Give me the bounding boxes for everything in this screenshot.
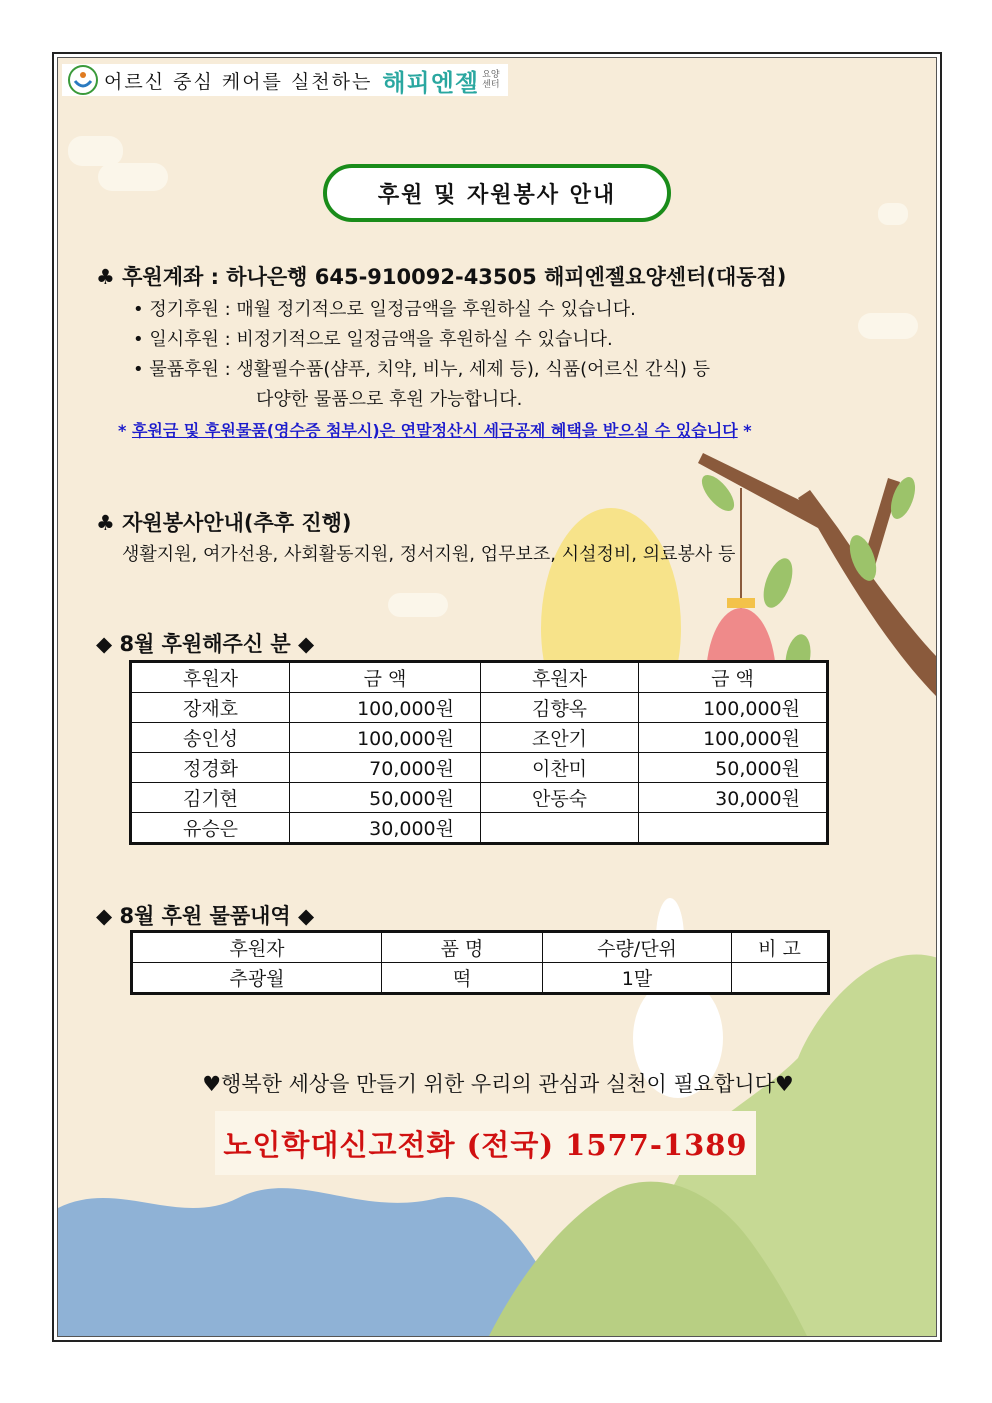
- col-quantity: 수량/단위: [543, 932, 732, 963]
- table-row: [131, 693, 828, 723]
- donor-amount: 100,000원: [290, 693, 481, 723]
- header-slogan: 어르신 중심 케어를 실천하는: [104, 70, 373, 93]
- header-bar: [62, 64, 508, 96]
- donor-name: 송인성: [131, 723, 290, 753]
- donor-name: 안동숙: [481, 783, 639, 813]
- donor-amount: 100,000원: [639, 723, 828, 753]
- goods-note: [732, 963, 829, 994]
- col-donor: 후원자: [132, 932, 382, 963]
- col-amount: 금 액: [290, 662, 481, 693]
- goods-table: [130, 930, 830, 995]
- donor-amount: 100,000원: [639, 693, 828, 723]
- brand-suffix-2: 센터: [482, 80, 500, 90]
- donor-name: [481, 813, 639, 844]
- donor-name: 이찬미: [481, 753, 639, 783]
- volunteer-heading: ♣ 자원봉사안내(추후 진행): [96, 511, 352, 535]
- donor-name: 조안기: [481, 723, 639, 753]
- donor-amount: 50,000원: [290, 783, 481, 813]
- brand-suffix: [482, 70, 499, 90]
- table-row: [131, 783, 828, 813]
- donation-account-heading: ♣ 후원계좌 : 하나은행 645-910092-43505 해피엔젤요양센터(대동점): [96, 265, 787, 289]
- donor-amount: 100,000원: [290, 723, 481, 753]
- table-row: [132, 963, 829, 994]
- donors-heading: ◆ 8월 후원해주신 분 ◆: [96, 632, 315, 656]
- donation-item-goods: • 물품후원 : 생활필수품(샴푸, 치약, 비누, 세제 등), 식품(어르신 간식) 등: [133, 359, 710, 380]
- col-note: 비 고: [732, 932, 829, 963]
- donors-table: [129, 660, 829, 845]
- page-border-inner: [57, 57, 937, 1337]
- goods-quantity: 1말: [543, 963, 732, 994]
- page-title: 후원 및 자원봉사 안내: [323, 164, 671, 222]
- donor-amount: 30,000원: [290, 813, 481, 844]
- table-row: [131, 753, 828, 783]
- notice-prefix: *: [118, 421, 132, 440]
- brand-suffix-1: 요양: [482, 70, 500, 80]
- table-row: [131, 723, 828, 753]
- col-amount: 금 액: [639, 662, 828, 693]
- goods-heading: ◆ 8월 후원 물품내역 ◆: [96, 904, 315, 928]
- table-header-row: [131, 662, 828, 693]
- col-item: 품 명: [382, 932, 543, 963]
- goods-donor: 추광월: [132, 963, 382, 994]
- notice-suffix: *: [737, 421, 752, 440]
- notice-text: 후원금 및 후원물품(영수증 첨부시)은 연말정산시 세금공제 혜택을 받으실 수 있습니다: [131, 421, 738, 440]
- col-donor: 후원자: [481, 662, 639, 693]
- tax-deduction-notice: [118, 418, 752, 441]
- donor-name: 장재호: [131, 693, 290, 723]
- donor-amount: 30,000원: [639, 783, 828, 813]
- table-row: [131, 813, 828, 844]
- donor-amount: 70,000원: [290, 753, 481, 783]
- closing-message: ♥행복한 세상을 만들기 위한 우리의 관심과 실천이 필요합니다♥: [202, 1072, 794, 1096]
- donor-name: 유승은: [131, 813, 290, 844]
- volunteer-text: 생활지원, 여가선용, 사회활동지원, 정서지원, 업무보조, 시설정비, 의료봉사 등: [122, 544, 736, 565]
- brand-name: 해피엔젤: [382, 68, 480, 97]
- elder-abuse-hotline: 노인학대신고전화 (전국) 1577-1389: [215, 1111, 756, 1175]
- donor-name: 김향옥: [481, 693, 639, 723]
- donor-name: 정경화: [131, 753, 290, 783]
- donation-item-regular: • 정기후원 : 매월 정기적으로 일정금액을 후원하실 수 있습니다.: [133, 299, 636, 320]
- donor-amount: 50,000원: [639, 753, 828, 783]
- brand-logo: [382, 63, 499, 98]
- goods-item: 떡: [382, 963, 543, 994]
- donor-name: 김기현: [131, 783, 290, 813]
- donation-item-goods-cont: 다양한 물품으로 후원 가능합니다.: [256, 389, 523, 410]
- table-header-row: [132, 932, 829, 963]
- donation-item-onetime: • 일시후원 : 비정기적으로 일정금액을 후원하실 수 있습니다.: [133, 329, 613, 350]
- col-donor: 후원자: [131, 662, 290, 693]
- center-logo-icon: [66, 65, 100, 95]
- donor-amount: [639, 813, 828, 844]
